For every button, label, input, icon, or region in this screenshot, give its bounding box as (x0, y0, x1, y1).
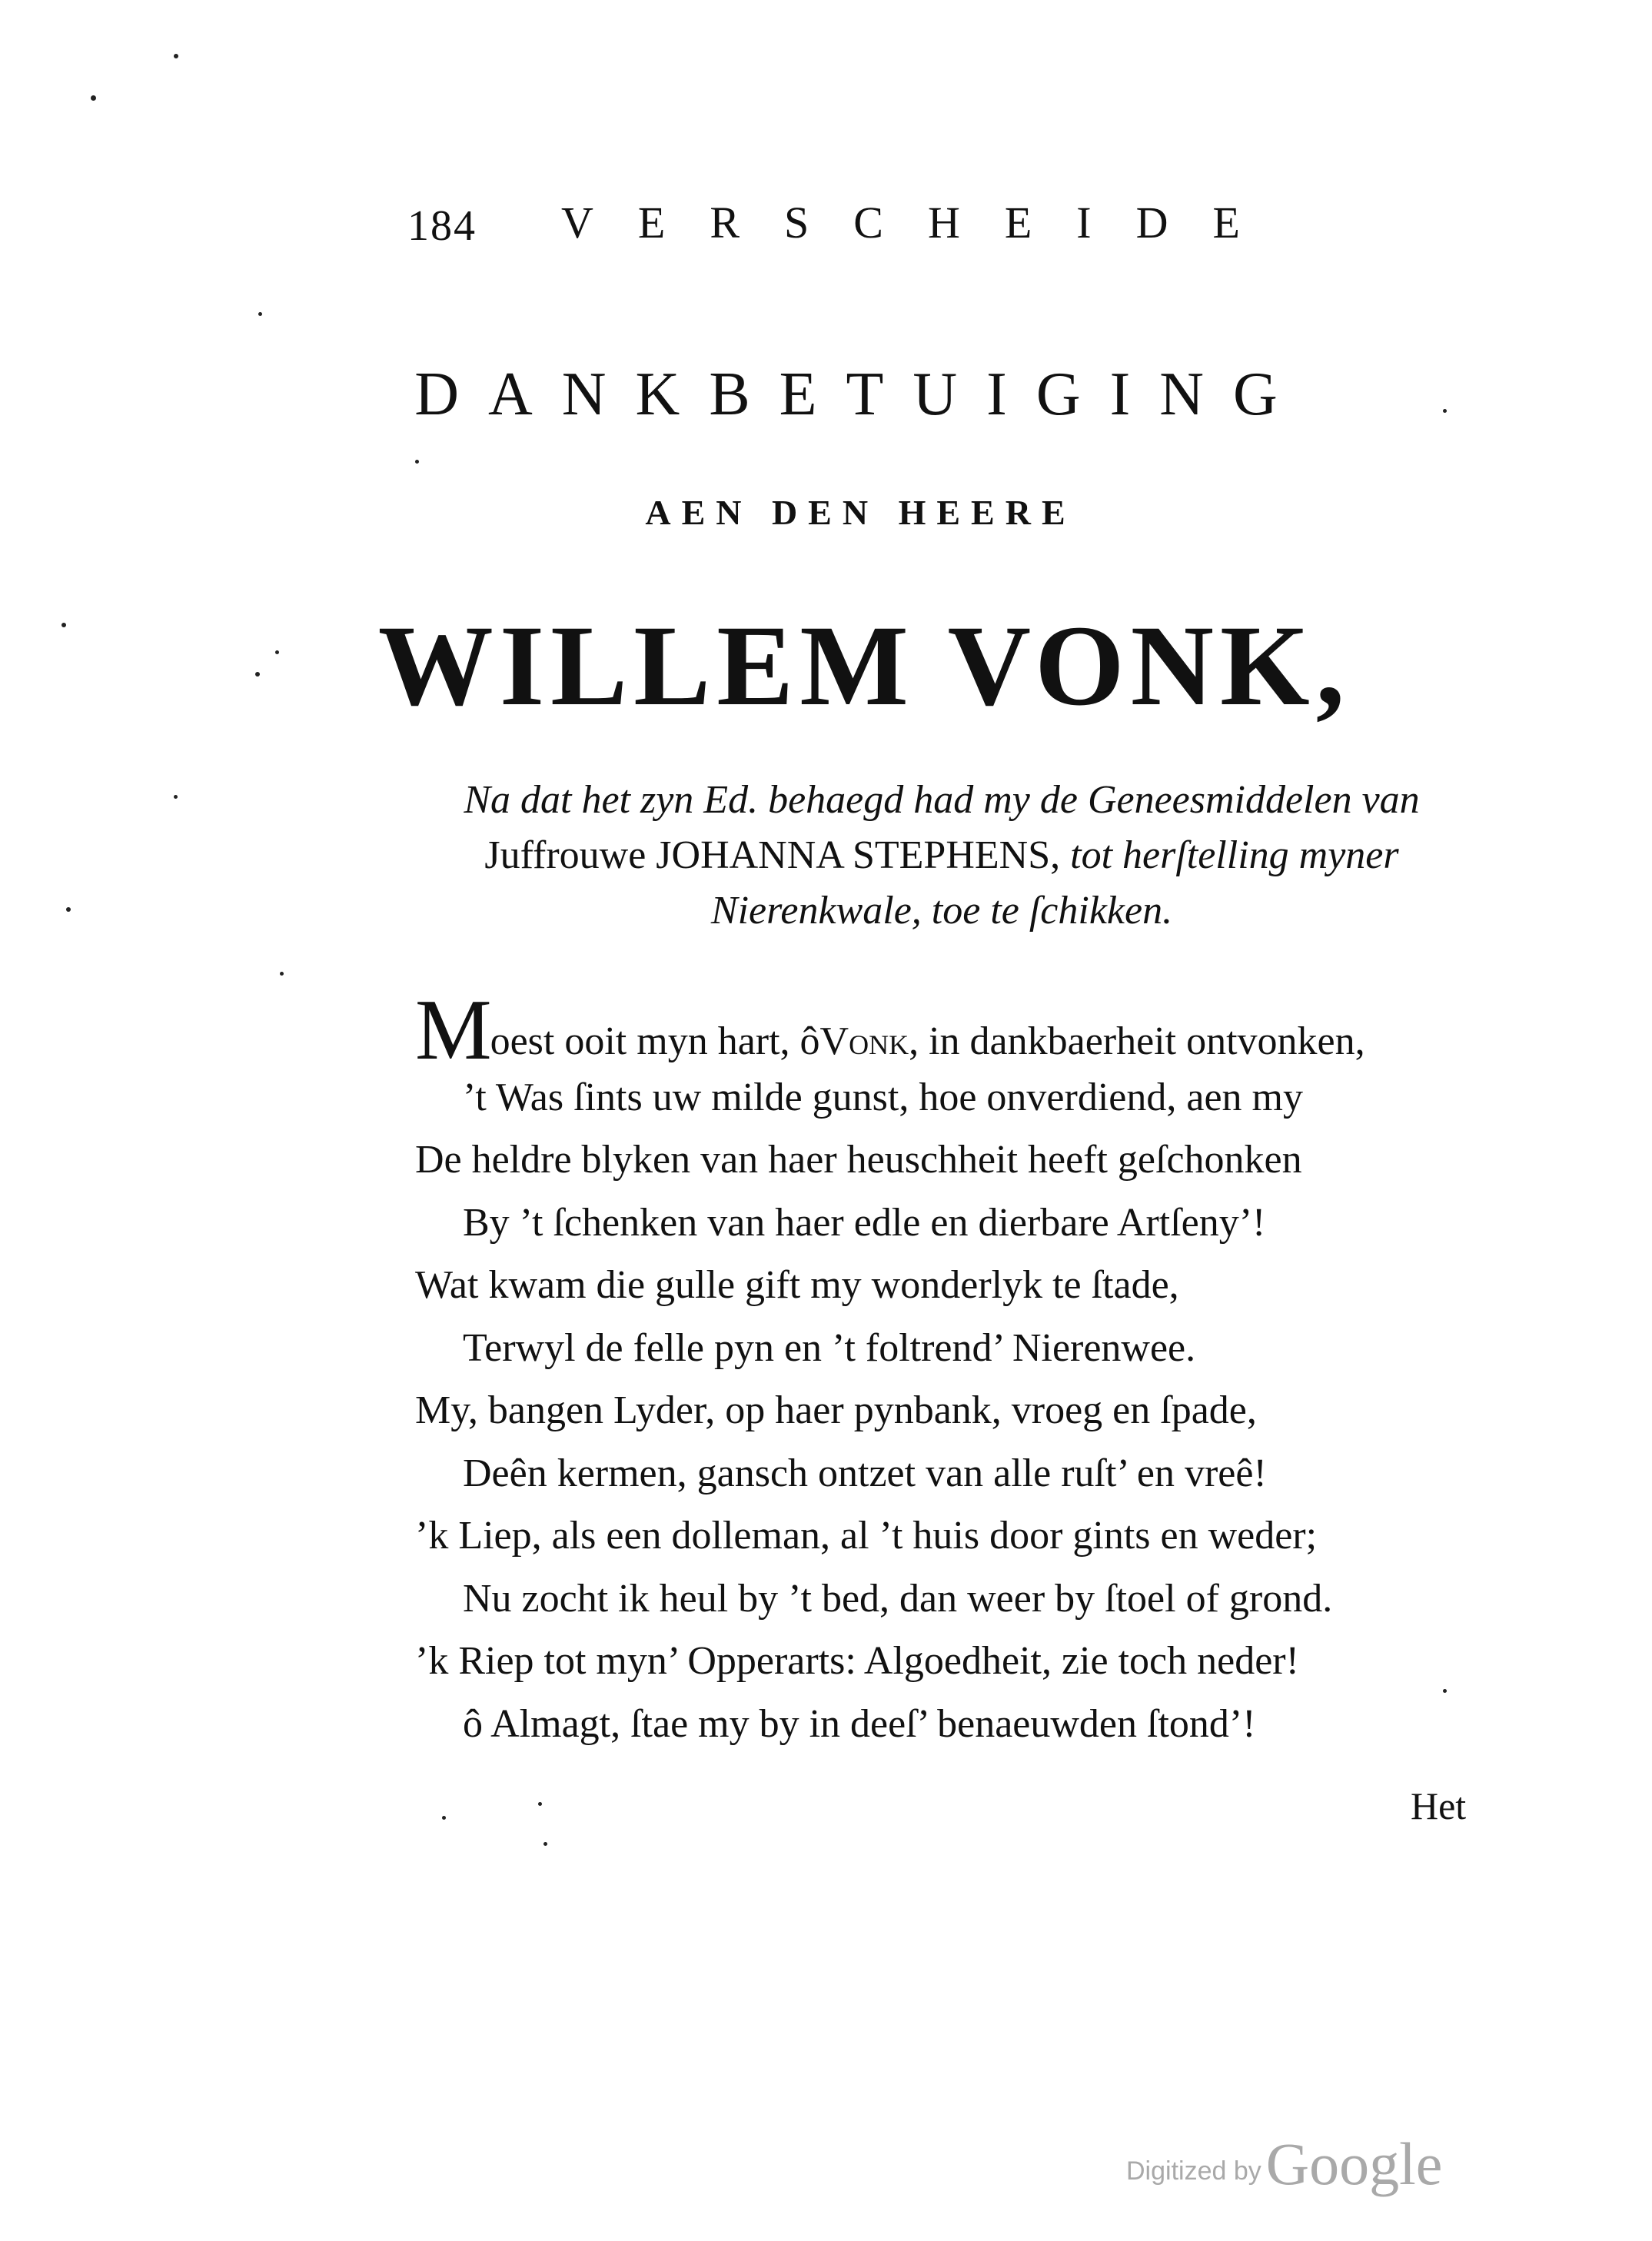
scan-speck (61, 623, 66, 627)
digitized-watermark (1126, 2130, 1442, 2199)
dedication-part-1: Na dat het zyn Ed. behaegd had my de Geneesmiddelen van (464, 778, 1420, 822)
poem-line-1-name: Vonk (819, 1019, 909, 1063)
poem-line: Wat kwam die gulle gift my wonderlyk te ſtade, (415, 1263, 1179, 1307)
scan-speck (66, 907, 71, 912)
poem-line: Nu zocht ik heul by ’t bed, dan weer by ſtoel of grond. (463, 1576, 1333, 1621)
running-title: VERSCHEIDE (561, 198, 1285, 248)
dedication (415, 773, 1468, 939)
poem-line-1-start: oest ooit myn hart, ô (490, 1019, 820, 1063)
scan-speck (174, 54, 178, 58)
poem-line: ’k Liep, als een dolleman, al ’t huis door gints en weder; (415, 1514, 1318, 1558)
poem-line: Deên kermen, gansch ontzet van alle ruſt’ en vreê! (463, 1451, 1267, 1495)
drop-cap: M (415, 983, 490, 1078)
poem-line-1-end: , in dankbaerheit ontvonken, (909, 1019, 1365, 1063)
watermark-prefix: Digitized by (1126, 2156, 1261, 2186)
dedication-name: JOHANNA STEPHENS, (656, 833, 1061, 877)
scan-speck (174, 795, 178, 799)
scan-speck (275, 650, 279, 654)
poem (415, 983, 1491, 1755)
scan-speck (91, 95, 96, 101)
scan-speck (543, 1842, 547, 1846)
dedication-part-2: Juffrouwe (484, 833, 647, 877)
poem-line: Terwyl de felle pyn en ’t foltrend’ Nierenwee. (463, 1325, 1196, 1370)
poem-line: ’k Riep tot myn’ Opperarts: Algoedheit, zie toch neder! (415, 1639, 1299, 1683)
title-main: DANKBETUIGING (414, 361, 1307, 428)
scan-speck (280, 972, 284, 976)
poem-line: My, bangen Lyder, op haer pynbank, vroeg en ſpade, (415, 1388, 1257, 1432)
scan-speck (258, 312, 262, 316)
scan-speck (538, 1802, 542, 1806)
title-subtitle: AEN DEN HEERE (645, 493, 1076, 532)
dedication-part-4: tot herſtelling myner Nierenkwale, toe te ſchikken. (710, 833, 1399, 933)
scan-speck (442, 1816, 446, 1820)
poem-line (415, 983, 1491, 1078)
scan-speck (1443, 409, 1447, 413)
scan-speck (1443, 1689, 1447, 1693)
poem-line: De heldre blyken van haer heuschheit heeft geſchonken (415, 1138, 1302, 1182)
poem-line: ô Almagt, ſtae my by in deeſ’ benaeuwden ſtond’! (463, 1701, 1256, 1746)
title-name: WILLEM VONK, (377, 602, 1351, 730)
catchword: Het (1411, 1784, 1467, 1827)
scan-speck (255, 672, 260, 677)
page-number: 184 (407, 202, 477, 250)
poem-line: ’t Was ſints uw milde gunst, hoe onverdiend, aen my (463, 1075, 1303, 1119)
scan-speck (415, 460, 419, 464)
poem-line: By ’t ſchenken van haer edle en dierbare Artſeny’! (463, 1200, 1266, 1245)
watermark-logo: Google (1265, 2130, 1443, 2197)
